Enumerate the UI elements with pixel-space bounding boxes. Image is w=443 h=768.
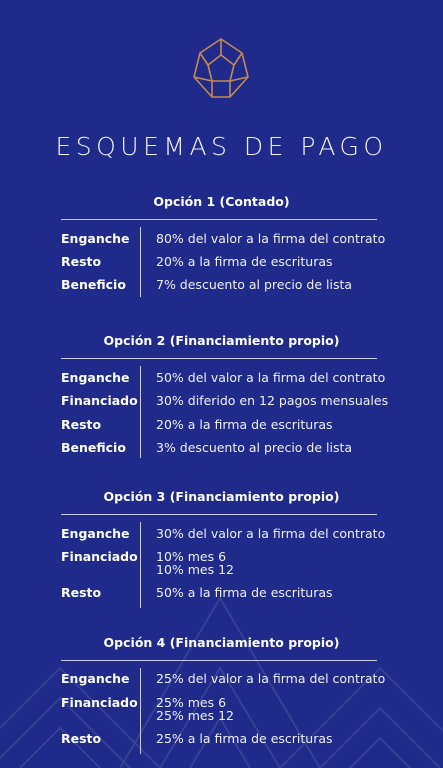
gem-outline-icon: [190, 37, 252, 99]
row-label: Resto: [61, 731, 102, 746]
row-value: 80% del valor a la firma del contrato: [156, 231, 386, 246]
row-value-line: 25% mes 6: [156, 695, 227, 710]
row-value: 20% a la firma de escrituras: [156, 254, 333, 269]
row-value: 50% a la firma de escrituras: [156, 585, 333, 600]
column-divider: [140, 227, 141, 297]
row-value: [156, 696, 234, 722]
row-label: Financiado: [61, 549, 138, 564]
divider: [61, 514, 377, 515]
row-label: Enganche: [61, 370, 130, 385]
row-value: [156, 550, 234, 576]
row-label: Resto: [61, 417, 102, 432]
option-title: Opción 1 (Contado): [153, 194, 290, 209]
row-value-line: 25% mes 12: [156, 708, 235, 723]
row-value: 25% del valor a la firma del contrato: [156, 671, 386, 686]
option-title: Opción 4 (Financiamiento propio): [103, 635, 340, 650]
row-label: Financiado: [61, 393, 138, 408]
row-label: Enganche: [61, 526, 130, 541]
row-label: Beneficio: [61, 277, 126, 292]
option-title: Opción 2 (Financiamiento propio): [103, 333, 340, 348]
row-label: Resto: [61, 254, 102, 269]
row-value-line: 10% mes 6: [156, 549, 227, 564]
row-value: 50% del valor a la firma del contrato: [156, 370, 386, 385]
row-label: Enganche: [61, 671, 130, 686]
row-label: Enganche: [61, 231, 130, 246]
divider: [61, 660, 377, 661]
column-divider: [140, 522, 141, 608]
row-value: 3% descuento al precio de lista: [156, 440, 353, 455]
row-label: Beneficio: [61, 440, 126, 455]
row-label: Financiado: [61, 695, 138, 710]
option-title: Opción 3 (Financiamiento propio): [103, 489, 340, 504]
row-value: 7% descuento al precio de lista: [156, 277, 353, 292]
row-value: 30% diferido en 12 pagos mensuales: [156, 393, 389, 408]
row-label: Resto: [61, 585, 102, 600]
row-value: 20% a la firma de escrituras: [156, 417, 333, 432]
page-title: ESQUEMAS DE PAGO: [55, 132, 388, 161]
column-divider: [140, 668, 141, 754]
divider: [61, 358, 377, 359]
divider: [61, 219, 377, 220]
row-value: 25% a la firma de escrituras: [156, 731, 333, 746]
row-value: 30% del valor a la firma del contrato: [156, 526, 386, 541]
row-value-line: 10% mes 12: [156, 562, 235, 577]
column-divider: [140, 366, 141, 458]
